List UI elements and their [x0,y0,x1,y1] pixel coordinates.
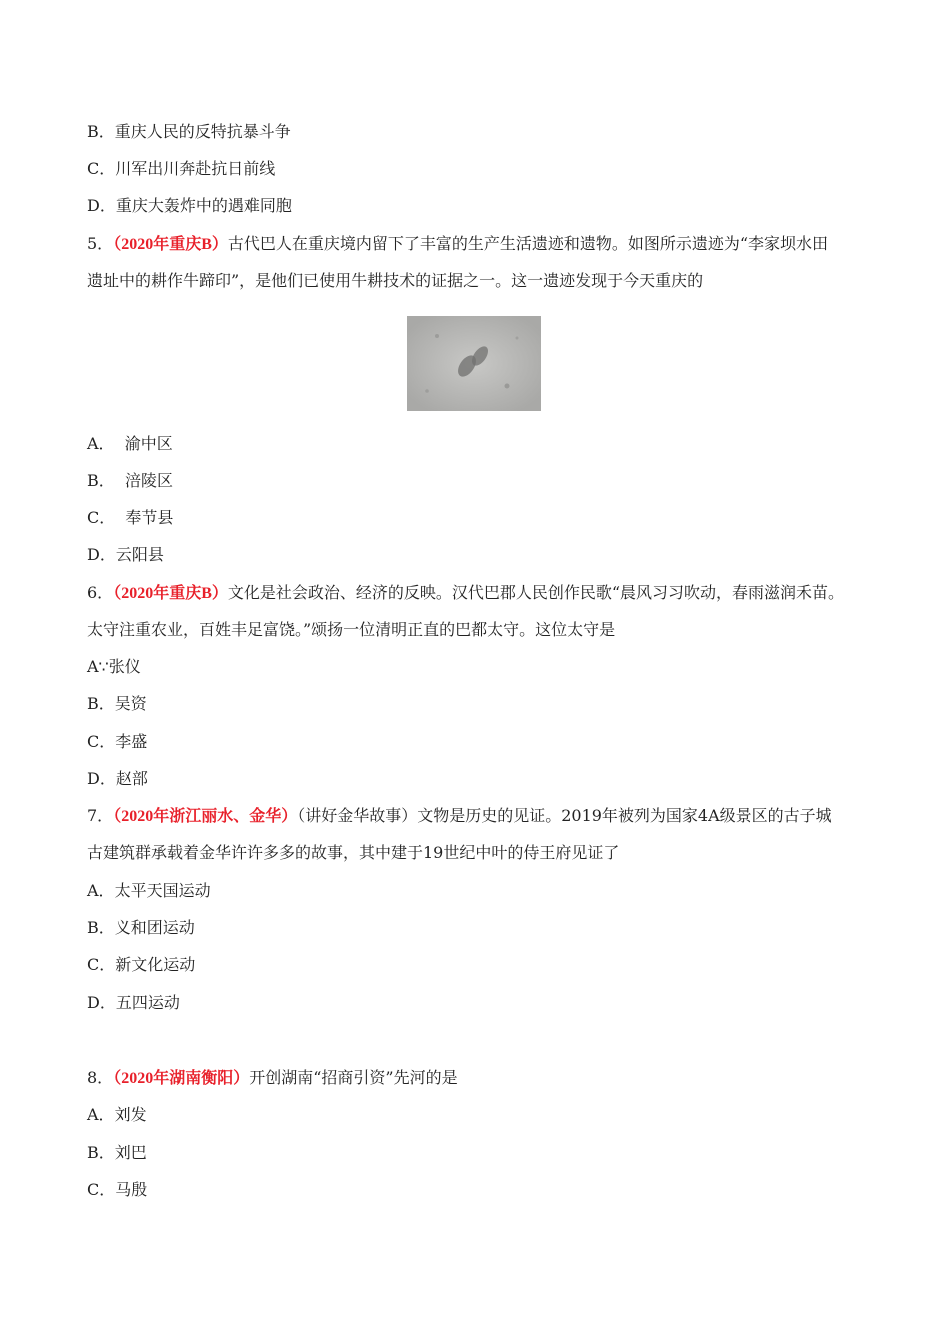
option-label: A． [87,1105,115,1124]
option-label: B． [87,471,115,490]
q5-option-b [87,471,173,491]
option-text: 张仪 [108,657,141,676]
option-text: 重庆大轰炸中的遇难同胞 [115,196,292,215]
option-text: 太平天国运动 [114,881,211,900]
option-text: 五四运动 [115,993,180,1012]
option-label: C． [87,508,116,527]
question-number: 5． [87,234,114,253]
question-stem: 古代巴人在重庆境内留下了丰富的生产生活遗迹和遗物。如图所示遗迹为“李家坝水田 [227,234,829,253]
option-label: C． [87,732,116,751]
q6-option-c [87,732,147,752]
option-text: 赵部 [115,769,148,788]
q7-option-a [87,881,211,901]
question-stem: 文化是社会政治、经济的反映。汉代巴郡人民创作民歌“晨风习习吹动，春雨滋润禾苗。 [227,583,845,602]
q6-stem-line1 [87,583,844,604]
option-text: 刘巴 [114,1143,147,1162]
option-text: 李盛 [115,732,148,751]
option-text: 吴资 [114,694,147,713]
option-text: 云阳县 [115,545,164,564]
question-stem: 太守注重农业，百姓丰足富饶。”颂扬一位清明正直的巴都太守。这位太守是 [87,620,616,639]
source-tag: （2020年重庆B） [113,236,228,253]
option-label: B． [87,694,115,713]
option-label: B． [87,122,115,141]
question-number: 7． [87,806,114,825]
option-text: 刘发 [114,1105,147,1124]
question-stem: 开创湖南“招商引资”先河的是 [249,1068,458,1087]
option-text: 马殷 [115,1180,148,1199]
q5-option-a [87,434,173,454]
option-text: 渝中区 [114,434,173,453]
q4-option-d [87,196,292,216]
q7-option-b [87,918,195,938]
q5-stem-line1 [87,234,828,255]
option-text: 新文化运动 [115,955,196,974]
question-number: 8． [87,1068,114,1087]
option-text: 义和团运动 [114,918,195,937]
source-tag: （2020年重庆B） [113,585,228,602]
option-label: C． [87,1180,116,1199]
option-label: B． [87,918,115,937]
q8-option-b [87,1143,147,1163]
question-stem: 古建筑群承载着金华许许多多的故事，其中建于19世纪中叶的侍王府见证了 [87,843,620,862]
option-label: A∵ [87,657,109,676]
option-label: D． [87,196,116,215]
question-stem: 遗址中的耕作牛蹄印”，是他们已使用牛耕技术的证据之一。这一遗迹发现于今天重庆的 [87,271,704,290]
q8-option-c [87,1180,147,1200]
option-label: D． [87,993,116,1012]
q6-option-d [87,769,148,789]
hoofprint-photo [407,316,541,411]
option-text: 重庆人民的反特抗暴斗争 [114,122,291,141]
option-text: 川军出川奔赴抗日前线 [115,159,276,178]
q5-stem-line2 [87,271,703,291]
option-label: C． [87,159,116,178]
q6-option-b [87,694,147,714]
q4-option-c [87,159,275,179]
question-stem: （讲好金华故事）文物是历史的见证。2019年被列为国家4A级景区的古子城 [297,806,832,825]
q7-option-d [87,993,180,1013]
question-number: 6． [87,583,114,602]
q8-option-a [87,1105,147,1125]
q5-option-c [87,508,173,528]
source-tag: （2020年湖南衡阳） [113,1070,250,1087]
option-label: A． [87,881,115,900]
hoofprint-image [407,316,541,411]
q5-option-d [87,545,164,565]
option-text: 涪陵区 [114,471,173,490]
option-text: 奉节县 [115,508,174,527]
option-label: B． [87,1143,115,1162]
q4-option-b [87,122,291,142]
option-label: C． [87,955,116,974]
q8-stem-line1 [87,1068,458,1089]
source-tag: （2020年浙江丽水、金华） [113,808,298,825]
q6-option-a [87,657,141,677]
q7-stem-line1 [87,806,832,827]
q7-stem-line2 [87,843,619,863]
option-label: D． [87,545,116,564]
option-label: A． [87,434,115,453]
q7-option-c [87,955,195,975]
option-label: D． [87,769,116,788]
q6-stem-line2 [87,620,615,640]
